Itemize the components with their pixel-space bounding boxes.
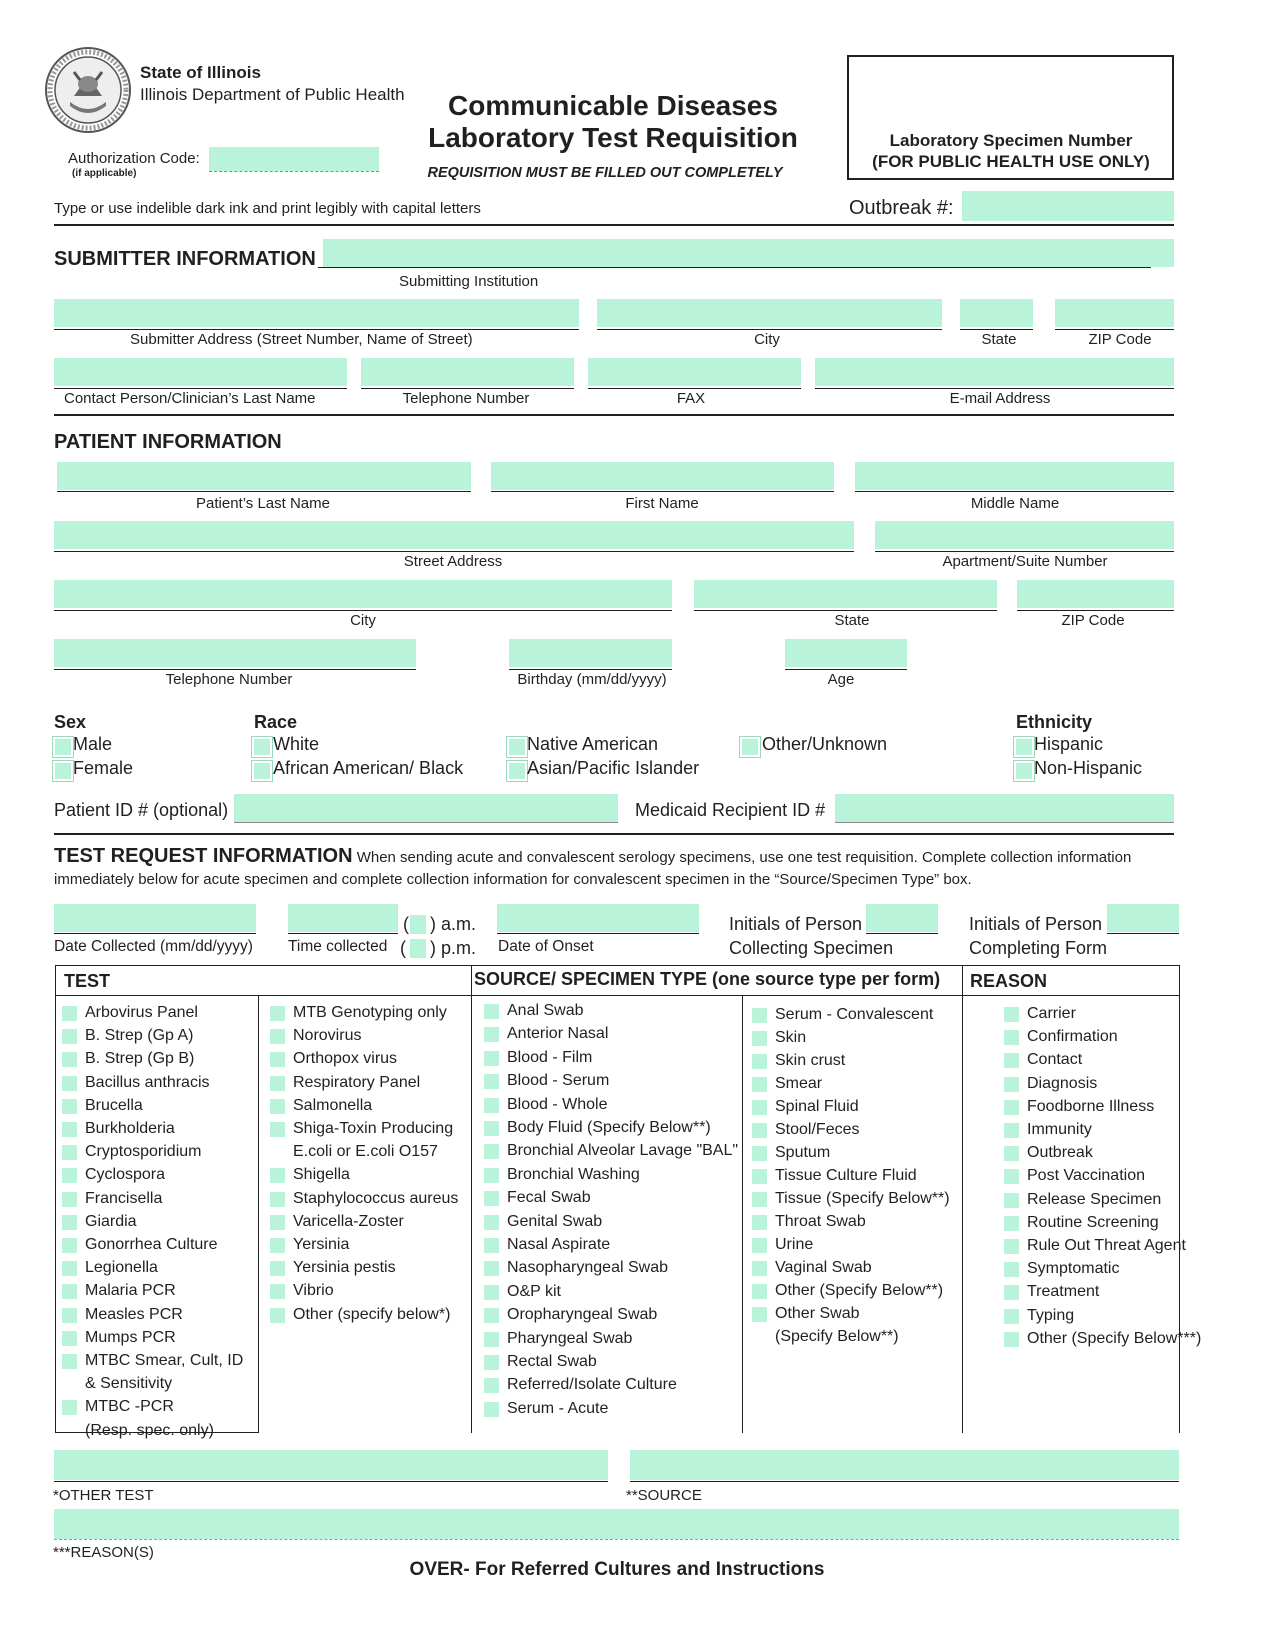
col-tests1-item: Francisella [85,1189,163,1207]
patient-section-title: PATIENT INFORMATION [54,431,282,453]
col-src1-item: Pharyngeal Swab [507,1329,633,1347]
patient-city-field[interactable] [54,580,672,608]
patient-id-field[interactable] [234,794,618,822]
reason-header: REASON [970,971,1048,991]
submitter-zip-label: ZIP Code [1088,331,1152,348]
patient-last-name-field[interactable] [57,462,471,490]
col-tests2-checkbox[interactable] [270,1052,285,1067]
col-src1-checkbox[interactable] [484,1051,499,1066]
col-reasons-checkbox[interactable] [1004,1239,1019,1254]
test-request-intro-line2: immediately below for acute specimen and complete collection information for convalescent specimen in the “Source/Specimen Type” box. [54,871,972,888]
col-src1-checkbox[interactable] [484,1121,499,1136]
lab-specimen-label: Laboratory Specimen Number [889,131,1133,150]
ethnicity-hispanic-checkbox[interactable] [1014,737,1034,757]
other-reasons-label: ***REASON(S) [53,1544,154,1561]
col-src1-item: Referred/Isolate Culture [507,1376,677,1394]
submitter-fax-field[interactable] [588,358,801,386]
col-tests1-item: Cyclospora [85,1166,166,1184]
col-src2-item: Sputum [775,1144,831,1161]
col-src1-checkbox[interactable] [484,1378,499,1393]
medicaid-field[interactable] [835,794,1174,822]
form-title-line1: Communicable Diseases [448,90,778,121]
col-tests2-item: Staphylococcus aureus [293,1189,459,1207]
patient-middle-name-field[interactable] [855,462,1174,490]
patient-id-label: Patient ID # (optional) [54,800,229,820]
source-header: SOURCE/ SPECIMEN TYPE (one source type per form) [474,969,941,989]
col-tests1-checkbox[interactable] [62,1215,77,1230]
pm-label: ) p.m. [430,938,477,958]
col-tests2-checkbox[interactable] [270,1099,285,1114]
other-test-field[interactable] [54,1450,608,1480]
race-native-american-checkbox[interactable] [507,737,527,757]
race-asian-checkbox[interactable] [507,761,527,781]
race-black-label: African American/ Black [273,758,464,778]
col-tests2-item: MTB Genotyping only [293,1004,447,1021]
submitter-phone-field[interactable] [361,358,574,386]
col-src1-checkbox[interactable] [484,1308,499,1323]
sex-female-checkbox[interactable] [53,761,73,781]
sex-male-label: Male [73,734,113,754]
patient-street-field[interactable] [54,521,854,549]
contact-person-label: Contact Person/Clinician’s Last Name [64,390,316,407]
col-src1-checkbox[interactable] [484,1004,499,1019]
col-tests2-item: Orthopox virus [293,1050,398,1068]
col-tests2-checkbox[interactable] [270,1122,285,1137]
col-tests1-item: Brucella [85,1096,143,1114]
initials-collecting-field[interactable] [866,904,938,932]
other-source-label: **SOURCE [626,1487,702,1504]
col-src1-checkbox[interactable] [484,1332,499,1347]
submitter-email-label: E-mail Address [949,390,1051,407]
col-src1-item: Bronchial Alveolar Lavage "BAL" [507,1142,739,1160]
patient-zip-label: ZIP Code [1061,612,1125,629]
test-col-divider [258,995,259,1433]
col-src1-checkbox[interactable] [484,1402,499,1417]
col-src1-checkbox[interactable] [484,1238,499,1253]
col-src2-item: (Specify Below**) [775,1328,899,1345]
date-onset-field[interactable] [497,904,699,932]
col-tests1-item: MTBC -PCR [85,1398,174,1416]
outbreak-label: Outbreak #: [849,197,954,219]
source-col-divider [742,995,743,1433]
col-reasons-item: Post Vaccination [1027,1167,1145,1185]
col-src1-checkbox[interactable] [484,1215,499,1230]
col-tests1-checkbox[interactable] [62,1238,77,1253]
col-tests1-item: Arbovirus Panel [85,1004,198,1021]
col-tests2-item: Respiratory Panel [293,1073,421,1091]
col-src2-item: Smear [775,1075,823,1092]
submitter-state-field[interactable] [960,299,1033,327]
col-src1-checkbox[interactable] [484,1168,499,1183]
requisition-note: REQUISITION MUST BE FILLED OUT COMPLETELY [427,165,783,181]
submitter-email-field[interactable] [815,358,1174,386]
col-src1-checkbox[interactable] [484,1027,499,1042]
col-src1-item: Nasopharyngeal Swab [507,1259,668,1277]
race-white-checkbox[interactable] [252,737,272,757]
col-tests2-checkbox[interactable] [270,1029,285,1044]
race-other-checkbox[interactable] [740,737,760,757]
patient-street-label: Street Address [403,553,503,570]
col-tests1-item: Gonorrhea Culture [85,1236,218,1253]
patient-city-label: City [350,612,376,629]
col-tests2-checkbox[interactable] [270,1308,285,1323]
test-request-intro-line1: When sending acute and convalescent serology specimens, use one test requisition. Complete collection information [356,849,1132,866]
col-tests1-checkbox[interactable] [62,1076,77,1091]
header-divider [54,224,1174,226]
col-src2-item: Other (Specify Below**) [775,1282,944,1299]
col-tests1-checkbox[interactable] [62,1168,77,1183]
col-tests1-checkbox[interactable] [62,1099,77,1114]
col-reasons-checkbox[interactable] [1004,1309,1019,1324]
test-header: TEST [64,971,111,991]
sex-title: Sex [54,712,87,732]
col-tests1-checkbox[interactable] [62,1122,77,1137]
col-src1-item: Rectal Swab [507,1353,597,1370]
submitter-divider [54,414,1174,416]
patient-apt-field[interactable] [875,521,1174,549]
patient-last-name-label: Patient’s Last Name [196,495,330,512]
col-tests1-item: (Resp. spec. only) [85,1421,214,1439]
col-src2-item: Serum - Convalescent [775,1006,934,1023]
col-src2-item: Other Swab [775,1305,860,1322]
col-src2-checkbox[interactable] [752,1077,767,1092]
col-src2-item: Tissue Culture Fluid [775,1167,917,1184]
col-tests2-checkbox[interactable] [270,1215,285,1230]
col-src1-checkbox[interactable] [484,1191,499,1206]
col-tests2-item: Yersinia [293,1236,350,1253]
contact-person-field[interactable] [54,358,347,386]
col-tests2-item: Norovirus [293,1027,362,1045]
submitter-address-field[interactable] [54,299,579,327]
col-reasons-checkbox[interactable] [1004,1123,1019,1138]
col-tests1-checkbox[interactable] [62,1284,77,1299]
submitting-institution-field[interactable] [323,239,1174,267]
col-tests2-checkbox[interactable] [270,1168,285,1183]
date-collected-label: Date Collected (mm/dd/yyyy) [54,938,253,955]
col-tests1-item: Cryptosporidium [85,1143,202,1161]
col-reasons-checkbox[interactable] [1004,1053,1019,1068]
col-tests2-checkbox[interactable] [270,1261,285,1276]
col-src1-checkbox[interactable] [484,1074,499,1089]
col-reasons-checkbox[interactable] [1004,1077,1019,1092]
col-reasons-checkbox[interactable] [1004,1100,1019,1115]
other-source-field[interactable] [630,1450,1179,1480]
ethnicity-non-hispanic-label: Non-Hispanic [1034,758,1143,778]
initials-completing-field[interactable] [1107,904,1179,932]
col-src1-item: O&P kit [507,1282,561,1300]
col-tests2-item: E.coli or E.coli O157 [293,1143,438,1161]
submitter-zip-field[interactable] [1055,299,1174,327]
patient-zip-field[interactable] [1017,580,1174,608]
col-tests1-checkbox[interactable] [62,1145,77,1160]
col-src1-checkbox[interactable] [484,1144,499,1159]
sex-female-label: Female [73,758,134,778]
col-src1-checkbox[interactable] [484,1098,499,1113]
col-tests2-item: Shigella [293,1166,350,1184]
pm-checkbox[interactable] [410,939,426,958]
col-tests1-checkbox[interactable] [62,1261,77,1276]
col-src1-item: Blood - Whole [507,1095,608,1113]
department-name: Illinois Department of Public Health [140,85,405,104]
patient-age-field[interactable] [785,639,907,667]
col-reasons-item: Symptomatic [1027,1260,1120,1278]
test-table-header-rule [55,995,1180,996]
state-name: State of Illinois [140,63,261,82]
submitter-fax-label: FAX [676,390,706,407]
col-tests1-item: Burkholderia [85,1120,175,1137]
patient-divider [54,833,1174,835]
patient-birthday-field[interactable] [509,639,672,667]
medicaid-label: Medicaid Recipient ID # [635,800,826,820]
col-reasons-checkbox[interactable] [1004,1262,1019,1277]
col-reasons-item: Foodborne Illness [1027,1097,1155,1115]
col-src2-item: Skin crust [775,1052,846,1069]
col-reasons-item: Rule Out Threat Agent [1027,1237,1186,1254]
am-label: ) a.m. [430,914,477,934]
outbreak-field[interactable] [962,191,1174,221]
patient-phone-field[interactable] [54,639,416,667]
authorization-code-field[interactable] [209,147,379,171]
col-reasons-item: Carrier [1027,1005,1076,1022]
col-reasons-item: Typing [1027,1306,1075,1324]
patient-first-name-field[interactable] [491,462,834,490]
other-reasons-field[interactable] [54,1509,1179,1539]
col-reasons-checkbox[interactable] [1004,1146,1019,1161]
col-tests1-checkbox[interactable] [62,1354,77,1369]
submitting-institution-label: Submitting Institution [399,273,539,290]
col-src2-checkbox[interactable] [752,1261,767,1276]
patient-middle-name-label: Middle Name [970,495,1060,512]
col-src2-checkbox[interactable] [752,1192,767,1207]
col-tests1-item: Bacillus anthracis [85,1073,210,1091]
submitter-address-label: Submitter Address (Street Number, Name of Street) [130,331,473,348]
col-reasons-item: Treatment [1027,1283,1100,1301]
col-reasons-item: Other (Specify Below***) [1027,1329,1202,1347]
col-src1-item: Genital Swab [507,1212,603,1230]
col-src2-item: Vaginal Swab [775,1259,872,1276]
col-src2-checkbox[interactable] [752,1123,767,1138]
race-native-american-label: Native American [527,734,659,754]
col-tests1-item: & Sensitivity [85,1375,173,1393]
patient-age-label: Age [827,671,855,688]
col-src1-item: Nasal Aspirate [507,1236,611,1253]
col-src2-item: Spinal Fluid [775,1098,859,1115]
race-black-checkbox[interactable] [252,761,272,781]
am-checkbox[interactable] [410,915,426,934]
col-tests2-item: Other (specify below*) [293,1305,451,1323]
date-collected-field[interactable] [54,904,256,932]
col-reasons-checkbox[interactable] [1004,1285,1019,1300]
col-src2-checkbox[interactable] [752,1054,767,1069]
col-tests2-checkbox[interactable] [270,1006,285,1021]
am-paren-open: ( [403,914,409,934]
col-tests2-checkbox[interactable] [270,1192,285,1207]
col-src2-checkbox[interactable] [752,1100,767,1115]
col-src1-item: Blood - Serum [507,1072,610,1090]
form-title-line2: Laboratory Test Requisition [428,122,798,153]
col-tests2-item: Salmonella [293,1096,373,1114]
patient-apt-label: Apartment/Suite Number [942,553,1108,570]
submitter-state-label: State [981,331,1017,348]
submitter-city-field[interactable] [597,299,942,327]
col-src2-checkbox[interactable] [752,1008,767,1023]
authorization-code-note: (if applicable) [72,168,137,179]
col-tests1-item: Giardia [85,1212,137,1230]
initials-completing-label-1: Initials of Person [969,914,1103,934]
col-src1-item: Bronchial Washing [507,1165,640,1183]
col-src2-item: Urine [775,1236,814,1253]
test-source-divider [471,965,472,1433]
col-tests2-checkbox[interactable] [270,1284,285,1299]
patient-birthday-label: Birthday (mm/dd/yyyy) [517,671,667,688]
col-tests1-item: Measles PCR [85,1305,183,1323]
race-title: Race [254,712,298,732]
col-reasons-checkbox[interactable] [1004,1216,1019,1231]
ethnicity-non-hispanic-checkbox[interactable] [1014,761,1034,781]
source-reason-divider [962,965,963,1433]
col-tests1-item: Legionella [85,1259,158,1277]
col-reasons-checkbox[interactable] [1004,1030,1019,1045]
col-reasons-item: Confirmation [1027,1028,1118,1046]
col-tests1-item: B. Strep (Gp B) [85,1050,195,1068]
col-reasons-checkbox[interactable] [1004,1193,1019,1208]
patient-phone-label: Telephone Number [165,671,293,688]
initials-completing-label-2: Completing Form [969,938,1108,958]
col-tests1-checkbox[interactable] [62,1192,77,1207]
col-src2-checkbox[interactable] [752,1169,767,1184]
col-src2-item: Tissue (Specify Below**) [775,1190,950,1207]
col-src2-checkbox[interactable] [752,1284,767,1299]
col-tests2-item: Yersinia pestis [293,1259,396,1277]
col-src2-checkbox[interactable] [752,1031,767,1046]
col-src1-checkbox[interactable] [484,1355,499,1370]
col-tests2-checkbox[interactable] [270,1076,285,1091]
col-src1-item: Serum - Acute [507,1399,609,1417]
col-tests1-checkbox[interactable] [62,1308,77,1323]
col-reasons-checkbox[interactable] [1004,1332,1019,1347]
pm-paren-open: ( [400,938,406,958]
col-src2-checkbox[interactable] [752,1307,767,1322]
col-src2-checkbox[interactable] [752,1146,767,1161]
col-src1-checkbox[interactable] [484,1285,499,1300]
patient-state-label: State [834,612,870,629]
col-src2-item: Stool/Feces [775,1121,860,1138]
race-asian-label: Asian/Pacific Islander [527,758,700,778]
initials-collecting-label-2: Collecting Specimen [729,938,894,958]
col-src2-item: Throat Swab [775,1213,866,1230]
patient-state-field[interactable] [694,580,997,608]
submitter-phone-label: Telephone Number [402,390,530,407]
col-src2-item: Skin [775,1029,807,1046]
lab-specimen-note: (FOR PUBLIC HEALTH USE ONLY) [872,152,1150,171]
submitter-city-label: City [754,331,780,348]
col-src1-item: Oropharyngeal Swab [507,1306,658,1324]
col-reasons-item: Routine Screening [1027,1213,1159,1231]
col-tests1-item: Mumps PCR [85,1328,176,1346]
col-reasons-item: Outbreak [1027,1144,1093,1162]
col-reasons-checkbox[interactable] [1004,1169,1019,1184]
col-src1-item: Blood - Film [507,1048,593,1066]
col-src2-checkbox[interactable] [752,1215,767,1230]
col-src1-item: Anal Swab [507,1002,584,1019]
col-src1-item: Fecal Swab [507,1189,591,1207]
col-tests1-checkbox[interactable] [62,1400,77,1415]
col-tests1-checkbox[interactable] [62,1006,77,1021]
col-tests1-checkbox[interactable] [62,1029,77,1044]
col-src1-checkbox[interactable] [484,1261,499,1276]
sex-male-checkbox[interactable] [53,737,73,757]
authorization-code-label: Authorization Code: [68,150,200,167]
ethnicity-hispanic-label: Hispanic [1034,734,1104,754]
col-src2-checkbox[interactable] [752,1238,767,1253]
race-other-label: Other/Unknown [762,734,888,754]
col-src1-item: Anterior Nasal [507,1025,609,1043]
date-onset-label: Date of Onset [498,938,594,955]
other-test-label: *OTHER TEST [53,1487,154,1504]
initials-collecting-label-1: Initials of Person [729,914,863,934]
race-white-label: White [273,734,320,754]
test-request-intro [54,845,1179,891]
col-reasons-checkbox[interactable] [1004,1007,1019,1022]
illinois-state-seal [44,46,132,134]
col-tests1-checkbox[interactable] [62,1331,77,1346]
col-reasons-item: Diagnosis [1027,1074,1098,1092]
col-tests2-item: Varicella-Zoster [293,1212,404,1230]
col-reasons-item: Release Specimen [1027,1190,1162,1208]
col-reasons-item: Immunity [1027,1121,1092,1138]
col-tests1-item: MTBC Smear, Cult, ID [85,1352,244,1369]
submitter-section-title: SUBMITTER INFORMATION [54,248,316,270]
footer-note: OVER- For Referred Cultures and Instructions [409,1559,825,1580]
time-collected-field[interactable] [288,904,398,932]
col-tests2-item: Vibrio [293,1282,334,1300]
patient-first-name-label: First Name [625,495,699,512]
col-reasons-item: Contact [1027,1051,1083,1069]
col-src1-item: Body Fluid (Specify Below**) [507,1119,711,1136]
time-collected-label: Time collected [288,938,388,955]
instructions-text: Type or use indelible dark ink and print legibly with capital letters [54,200,481,217]
col-tests2-item: Shiga-Toxin Producing [293,1120,454,1137]
col-tests2-checkbox[interactable] [270,1238,285,1253]
ethnicity-title: Ethnicity [1016,712,1093,732]
col-tests1-item: Malaria PCR [85,1282,176,1300]
col-tests1-checkbox[interactable] [62,1052,77,1067]
test-request-section-title: TEST REQUEST INFORMATION [54,845,353,867]
col-tests1-item: B. Strep (Gp A) [85,1027,194,1045]
